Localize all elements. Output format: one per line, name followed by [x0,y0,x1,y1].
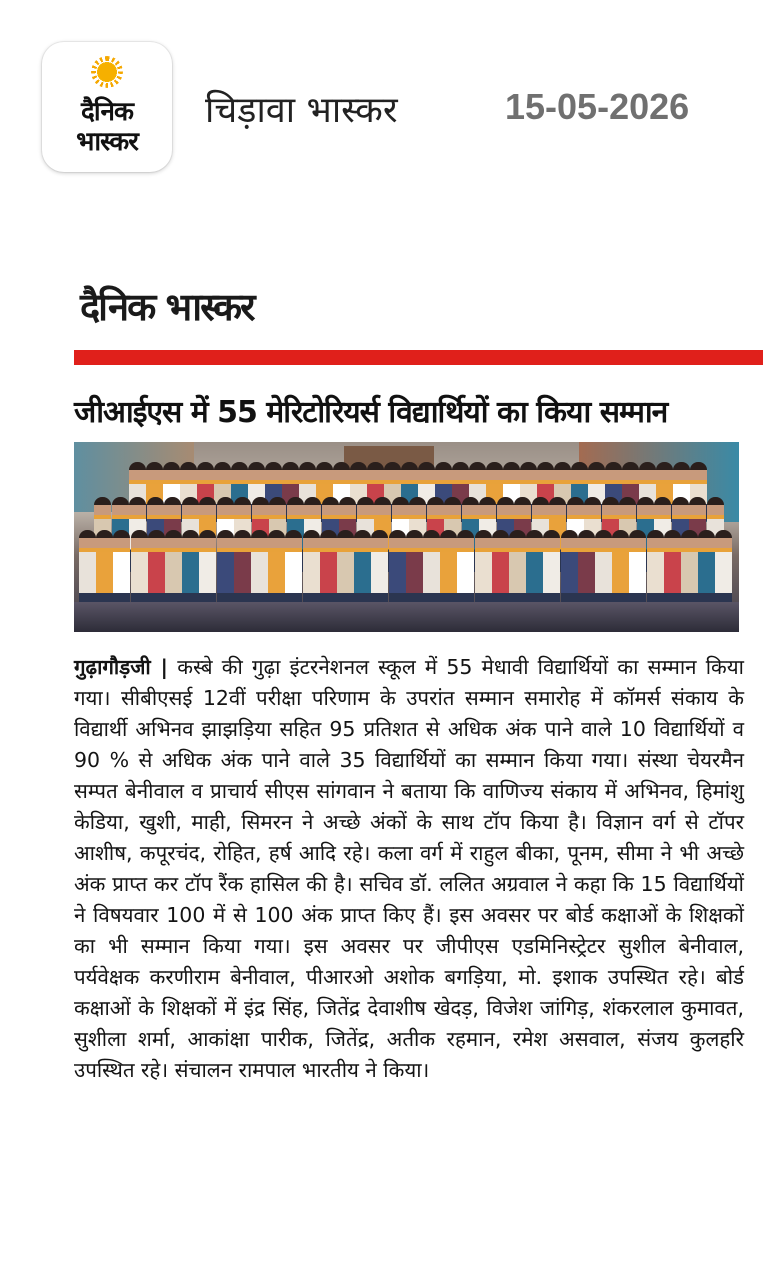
sun-icon [91,56,123,88]
article-dateline: गुढ़ागौड़जी | [74,655,169,679]
dainik-bhaskar-logo[interactable] [42,42,172,172]
logo-text-line2: भास्कर [76,127,138,157]
edition-date: 15-05-2026 [505,86,690,127]
logo-text-line1: दैनिक [81,97,133,127]
article-body [74,652,744,1086]
clipping-masthead: दैनिक भास्कर [80,285,254,329]
article-headline: जीआईएस में 55 मेरिटोरियर्स विद्यार्थियों का किया सम्मान [74,395,668,430]
newspaper-clipping[interactable] [74,280,763,1250]
masthead-rule [74,350,763,365]
article-text: कस्बे की गुढ़ा इंटरनेशनल स्कूल में 55 मेधावी विद्यार्थियों का सम्मान किया गया। सीबीएसई 12वीं परीक्षा परिणाम के उपरांत सम्मान समारोह में कॉमर्स संकाय के विद्यार्थी अभिनव झाझड़िया सहित 95 प्रतिशत से अधिक अंक पाने वाले 10 विद्यार्थियों व 90 % से अधिक अंक पाने वाले 35 विद्यार्थियों का सम्मान किया गया। संस्था चेयरमैन सम्पत बेनीवाल व प्राचार्य सीएस सांगवान ने बताया कि वाणिज्य संकाय में अभिनव, हिमांशु केडिया, खुशी, माही, सिमरन ने अच्छे अंकों के साथ टॉप किया है। विज्ञान वर्ग से टॉपर आशीष, कपूरचंद, रोहित, हर्ष आदि रहे। कला वर्ग में राहुल बीका, पूनम, सीमा ने भी अच्छे अंक प्राप्त कर टॉप रैंक हासिल की है। सचिव डॉ. ललित अग्रवाल ने कहा कि 15 विद्यार्थियों ने विषयवार 100 में से 100 अंक प्राप्त किए हैं। इस अवसर पर बोर्ड कक्षाओं के शिक्षकों का भी सम्मान किया गया। इस अवसर पर जीपीएस एडमिनिस्ट्रेटर सुशील बेनीवाल, पर्यवेक्षक करणीराम बेनीवाल, पीआरओ अशोक बगड़िया, मो. इशाक उपस्थित रहे। बोर्ड कक्षाओं के शिक्षकों में इंद्र सिंह, जितेंद्र देवाशीष खेदड़, विजेश जांगिड़, शंकरलाल कुमावत, सुशीला शर्मा, आकांक्षा पारीक, जितेंद्र, अतीक रहमान, रमेश असवाल, संजय कुलहरि उपस्थित रहे। संचालन रामपाल भारतीय ने किया। [74,655,744,1082]
edition-name: चिड़ावा भास्कर [205,90,398,131]
app-header [0,0,763,200]
group-photo [74,442,739,632]
